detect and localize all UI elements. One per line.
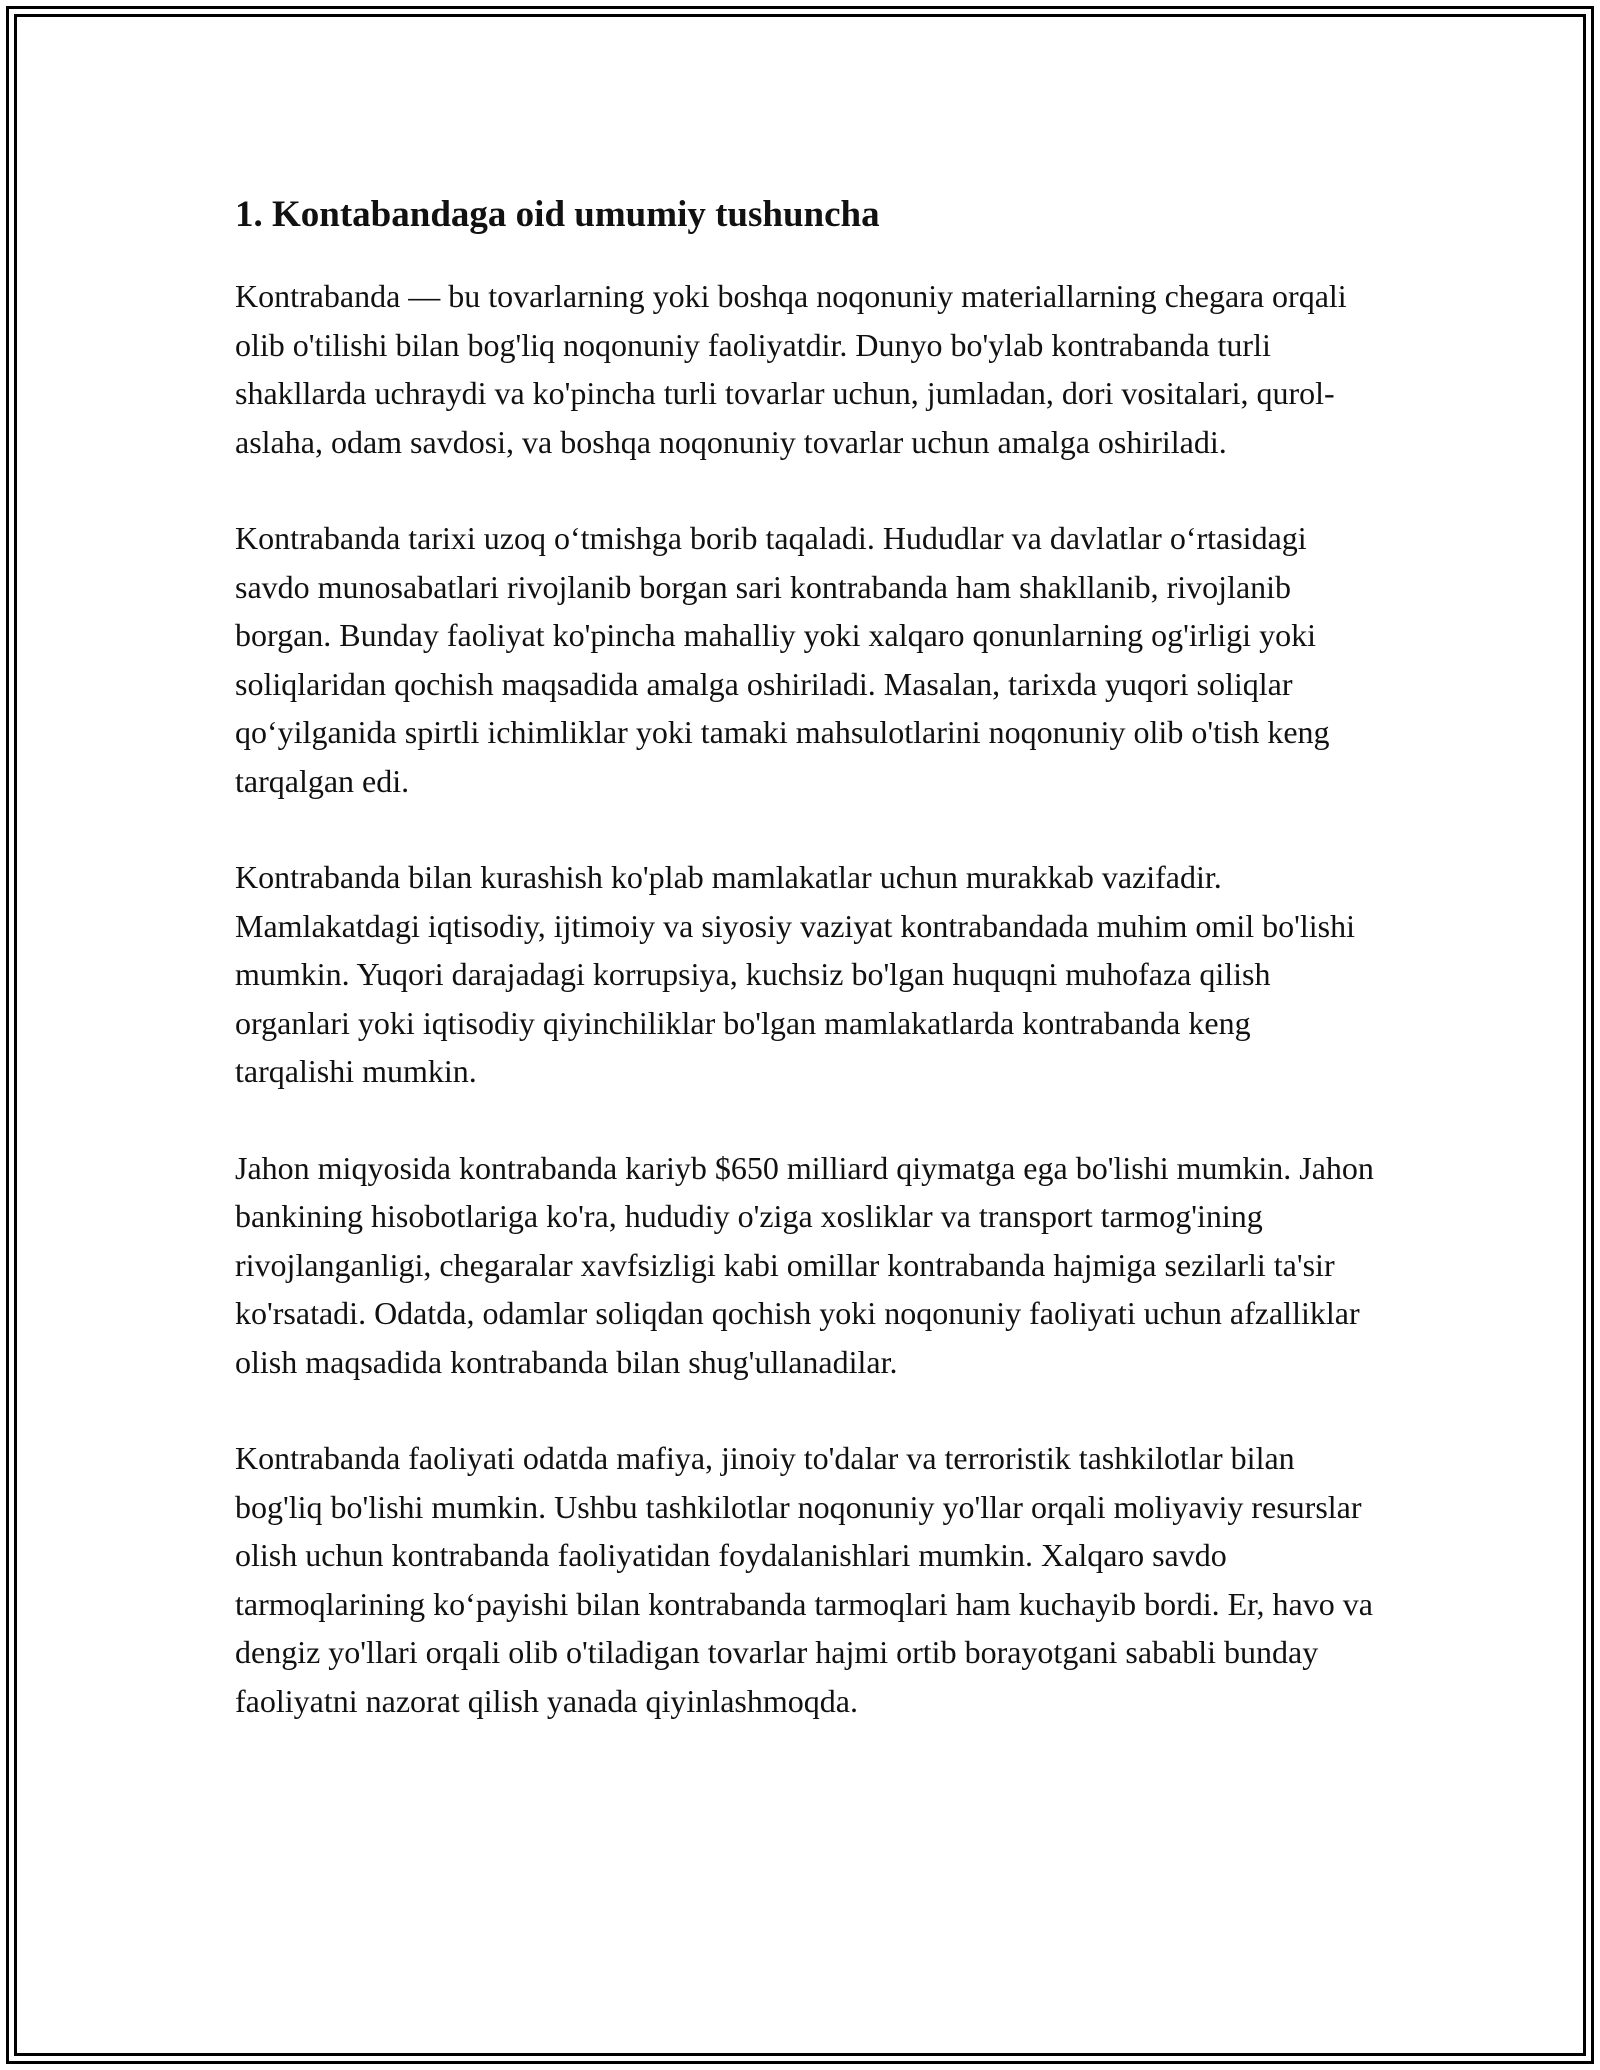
paragraph-global-scale: Jahon miqyosida kontrabanda kariyb $650 milliard qiymatga ega bo'lishi mumkin. Jahon bankining hisobotlariga ko'ra, hududiy o'ziga xosliklar va transport tarmog'ining rivojlanganligi, chegaralar xavfsizligi kabi omillar kontrabanda hajmiga sezilarli ta'sir ko'rsatadi. Odatda, odamlar soliqdan qochish yoki noqonuniy faoliyati uchun afzalliklar olish maqsadida kontrabanda bilan shug'ullanadilar.: [235, 1149, 1374, 1380]
paragraph-definition: Kontrabanda — bu tovarlarning yoki boshqa noqonuniy materiallarning chegara orqali olib o'tilishi bilan bog'liq noqonuniy faoliyatdir. Dunyo bo'ylab kontrabanda turli shakllarda uchraydi va ko'pincha turli tovarlar uchun, jumladan, dori vositalari, qurol-aslaha, odam savdosi, va boshqa noqonuniy tovarlar uchun amalga oshiriladi.: [235, 278, 1347, 460]
paragraph-combating: Kontrabanda bilan kurashish ko'plab mamlakatlar uchun murakkab vazifadir. Mamlakatdagi iqtisodiy, ijtimoiy va siyosiy vaziyat kontrabandada muhim omil bo'lishi mumkin. Yuqori darajadagi korrupsiya, kuchsiz bo'lgan huquqni muhofaza qilish organlari yoki iqtisodiy qiyinchiliklar bo'lgan mamlakatlarda kontrabanda keng tarqalishi mumkin.: [235, 859, 1355, 1089]
paragraph-history: Kontrabanda tarixi uzoq o‘tmishga borib taqaladi. Hududlar va davlatlar o‘rtasidagi savdo munosabatlari rivojlanib borgan sari kontrabanda ham shakllanib, rivojlanib borgan. Bunday faoliyat ko'pincha mahalliy yoki xalqaro qonunlarning og'irligi yoki soliqlaridan qochish maqsadida amalga oshiriladi. Masalan, tarixda yuqori soliqlar qo‘yilganida spirtli ichimliklar yoki tamaki mahsulotlarini noqonuniy olib o'tish keng tarqalgan edi.: [235, 520, 1330, 799]
section-heading: 1. Kontabandaga oid umumiy tushuncha: [235, 194, 880, 235]
document-body: [235, 180, 1375, 1773]
paragraph-organizations: Kontrabanda faoliyati odatda mafiya, jinoiy to'dalar va terroristik tashkilotlar bilan bog'liq bo'lishi mumkin. Ushbu tashkilotlar noqonuniy yo'llar orqali moliyaviy resurslar olish uchun kontrabanda faoliyatidan foydalanishlari mumkin. Xalqaro savdo tarmoqlarining ko‘payishi bilan kontrabanda tarmoqlari ham kuchayib bordi. Er, havo va dengiz yo'llari orqali olib o'tiladigan tovarlar hajmi ortib borayotgani sababli bunday faoliyatni nazorat qilish yanada qiyinlashmoqda.: [235, 1440, 1373, 1719]
